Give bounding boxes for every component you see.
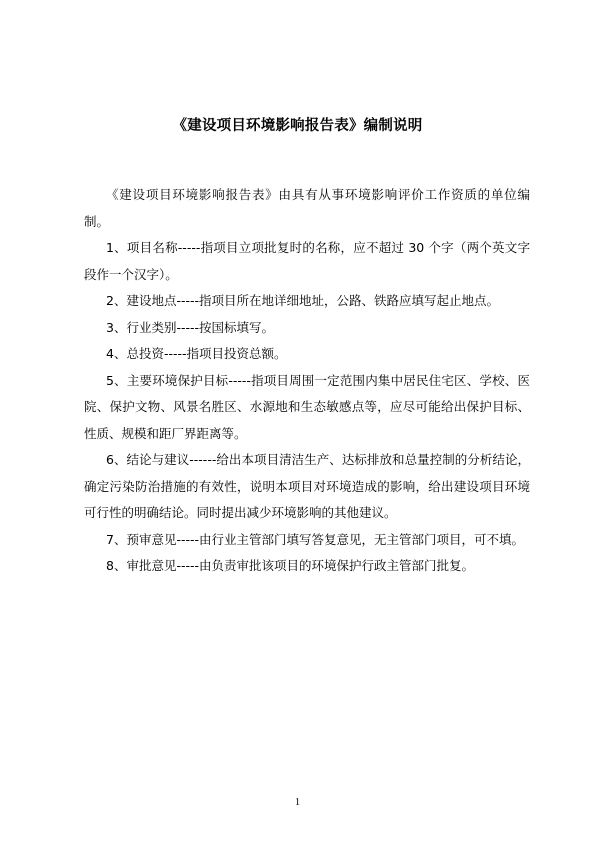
page-number: 1 — [295, 797, 300, 808]
paragraph-industry-category: 3、行业类别-----按国标填写。 — [106, 319, 275, 335]
paragraph-protection-targets: 5、主要环境保护目标-----指项目周围一定范围内集中居民住宅区、学校、医院、保护文物、风景名胜区、水源地和生态敏感点等，应尽可能给出保护目标、性质、规模和距厂界距离等。 — [84, 372, 530, 441]
paragraph-approval-opinion: 8、审批意见-----由负责审批该项目的环境保护行政主管部门批复。 — [106, 558, 475, 573]
document-body — [84, 182, 530, 580]
paragraph-preliminary-review: 7、预审意见-----由行业主管部门填写答复意见，无主管部门项目，可不填。 — [106, 531, 525, 547]
paragraph-construction-site: 2、建设地点-----指项目所在地详细地址，公路、铁路应填写起止地点。 — [106, 293, 500, 308]
document-title: 《建设项目环境影响报告表》编制说明 — [172, 118, 423, 134]
paragraph-total-investment: 4、总投资-----指项目投资总额。 — [106, 346, 287, 361]
paragraph-project-name: 1、项目名称-----指项目立项批复时的名称，应不超过 30 个字（两个英文字段作一个汉字）。 — [84, 240, 530, 282]
paragraph-intro: 《建设项目环境影响报告表》由具有从事环境影响评价工作资质的单位编制。 — [84, 187, 530, 229]
paragraph-conclusions: 6、结论与建议------给出本项目清洁生产、达标排放和总量控制的分析结论，确定污染防治措施的有效性，说明本项目对环境造成的影响，给出建设项目环境可行性的明确结论。同时提出减少环境影响的其他建议。 — [84, 452, 530, 520]
